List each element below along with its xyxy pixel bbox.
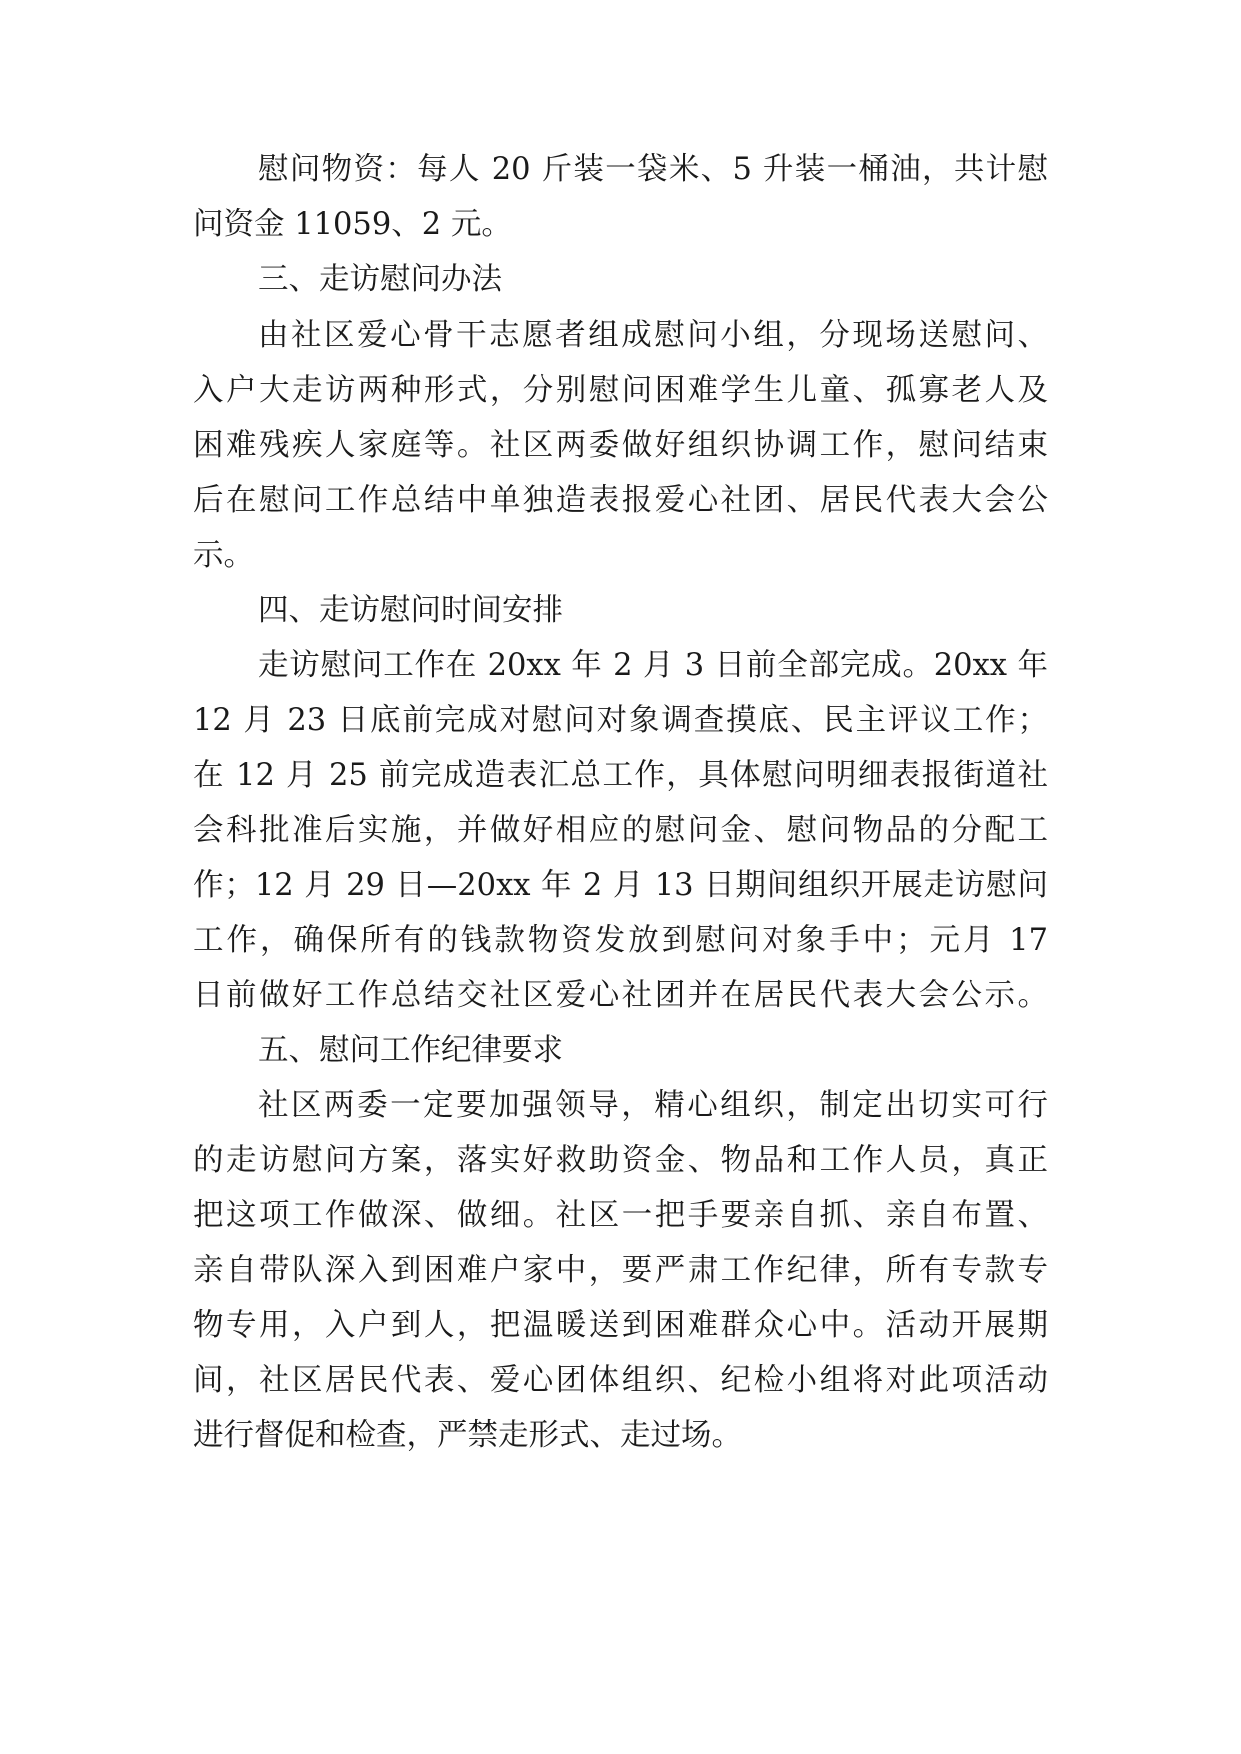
paragraph-method-line-4: 后在慰问工作总结中单独造表报爱心社团、居民代表大会公 [193, 483, 1048, 518]
section-heading-discipline: 五、慰问工作纪律要求 [258, 1033, 563, 1068]
section-heading-schedule: 四、走访慰问时间安排 [258, 593, 563, 628]
paragraph-supplies-line-1: 慰问物资：每人 20 斤装一袋米、5 升装一桶油，共计慰 [258, 152, 1048, 187]
paragraph-method-line-3: 困难残疾人家庭等。社区两委做好组织协调工作，慰问结束 [193, 428, 1048, 463]
paragraph-discipline-line-5: 物专用，入户到人，把温暖送到困难群众心中。活动开展期 [193, 1308, 1048, 1343]
paragraph-schedule-line-1: 走访慰问工作在 20xx 年 2 月 3 日前全部完成。20xx 年 [258, 648, 1048, 683]
paragraph-schedule-line-5: 作；12 月 29 日—20xx 年 2 月 13 日期间组织开展走访慰问 [193, 868, 1048, 903]
paragraph-schedule-line-6: 工作，确保所有的钱款物资发放到慰问对象手中；元月 17 [193, 923, 1048, 958]
paragraph-discipline-line-7: 进行督促和检查，严禁走形式、走过场。 [193, 1418, 742, 1453]
paragraph-discipline-line-4: 亲自带队深入到困难户家中，要严肃工作纪律，所有专款专 [193, 1253, 1048, 1288]
paragraph-discipline-line-1: 社区两委一定要加强领导，精心组织，制定出切实可行 [258, 1088, 1048, 1123]
paragraph-discipline-line-2: 的走访慰问方案，落实好救助资金、物品和工作人员，真正 [193, 1143, 1048, 1178]
paragraph-discipline-line-6: 间，社区居民代表、爱心团体组织、纪检小组将对此项活动 [193, 1363, 1048, 1398]
paragraph-supplies-line-2: 问资金 11059、2 元。 [193, 207, 512, 242]
paragraph-method-line-1: 由社区爱心骨干志愿者组成慰问小组，分现场送慰问、 [258, 318, 1048, 353]
paragraph-schedule-line-7: 日前做好工作总结交社区爱心社团并在居民代表大会公示。 [193, 978, 1048, 1013]
section-heading-visit-method: 三、走访慰问办法 [258, 262, 502, 297]
paragraph-schedule-line-4: 会科批准后实施，并做好相应的慰问金、慰问物品的分配工 [193, 813, 1048, 848]
paragraph-schedule-line-2: 12 月 23 日底前完成对慰问对象调查摸底、民主评议工作； [193, 703, 1048, 738]
paragraph-schedule-line-3: 在 12 月 25 前完成造表汇总工作，具体慰问明细表报街道社 [193, 758, 1048, 793]
paragraph-method-line-2: 入户大走访两种形式，分别慰问困难学生儿童、孤寡老人及 [193, 373, 1048, 408]
paragraph-discipline-line-3: 把这项工作做深、做细。社区一把手要亲自抓、亲自布置、 [193, 1198, 1048, 1233]
paragraph-method-line-5: 示。 [193, 538, 254, 573]
